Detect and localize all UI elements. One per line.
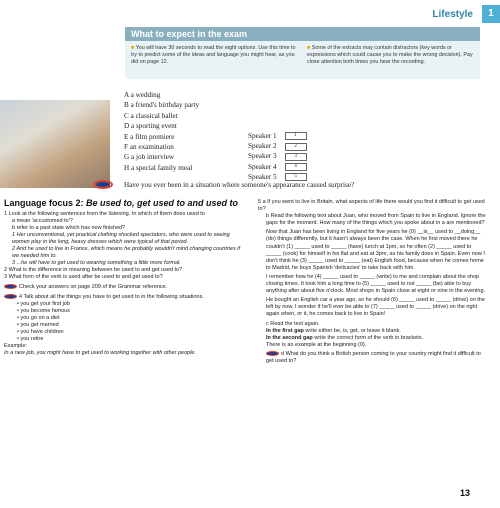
text-paragraph-2: I remember how he (4) _____ used to _____ (write) to me and complain about the shop closing times. It took him a long time to (5) _____ used to not _____ (be) able to buy anything after about five o'clock. Most shops in Spain close at eight or nine in the evening. — [266, 273, 486, 295]
page-number: 13 — [459, 488, 470, 498]
speaking-icon-core — [96, 182, 110, 187]
option-item: B a friend's birthday party — [124, 101, 200, 110]
unit-tab: 1 — [482, 5, 500, 23]
option-item: E a film premiere — [124, 132, 175, 141]
bullet-item: • you retire — [17, 336, 44, 343]
question-5b: b Read the following text about Juan, who moved from Spain to live in England. Ignore the gaps for the moment. How many of the things which you spoke about in a are mentioned? — [266, 213, 486, 227]
speaker-row: Speaker 2 2 — [248, 141, 307, 151]
option-item: H a special family meal — [124, 163, 193, 172]
speakers-list — [248, 131, 307, 182]
text-paragraph-3: He bought an English car a year ago, so he should (6) _____ used to _____ (drive) on the left by now. I wonder if he'll ever be able to (7) _____ used to _____ (drive) on the right again when, or it, he comes back to live in Spain! — [266, 297, 485, 318]
bullet-item: • you get married — [17, 321, 59, 328]
section-heading: Language focus 2: Be used to, get used to and used to — [4, 198, 239, 208]
bullet-icon: ■ — [307, 45, 312, 51]
answer-box[interactable]: 2 — [285, 143, 307, 151]
option-item: F an examination — [124, 143, 174, 152]
speaker-row: Speaker 5 5 — [248, 172, 307, 182]
bullet-item: • you get your first job — [17, 300, 70, 307]
speaking-icon — [266, 351, 279, 356]
question-1a: a mean 'accustomed to'? — [12, 217, 73, 224]
photo-image — [0, 100, 110, 188]
question-4: 4 Talk about all the things you have to get used to in the following situations. — [4, 294, 242, 301]
question-3: 3 What form of the verb is used after be used to and get used to? — [4, 274, 163, 281]
discussion-question: Have you ever been in a situation where someone's appearance caused surprise? — [124, 181, 355, 189]
question-1: 1 Look at the following sentences from the listening. In which of them does used to — [4, 210, 205, 217]
option-item: A a wedding — [124, 91, 161, 99]
options-list — [124, 90, 199, 173]
bullet-icon: • — [17, 329, 21, 335]
exercise-5-column — [258, 199, 486, 365]
instruction-first-gap: In the first gap write either be, is, get, or leave it blank. — [266, 327, 401, 334]
example-label: Example: — [4, 343, 27, 350]
exam-box-left: ■ You will have 30 seconds to read the eight options. Use this time to try to predict some of the ideas and language you might hear, as you did on page 12. — [131, 45, 296, 65]
answer-box[interactable]: 3 — [285, 153, 307, 161]
speaker-row: Speaker 3 3 — [248, 151, 307, 161]
question-5d: d What do you think a British person coming to your country might find it difficult to get used to? — [266, 350, 481, 364]
bullet-icon: ■ — [131, 45, 136, 51]
example-text: In a new job, you might have to get used to working together with other people. — [4, 350, 197, 357]
exam-box-title: What to expect in the exam — [125, 27, 480, 41]
bullet-icon: • — [17, 336, 21, 343]
answer-box[interactable]: 4 — [285, 163, 307, 171]
section-title: Lifestyle — [432, 9, 473, 20]
bullet-icon: • — [17, 314, 21, 321]
question-5c: c Read the text again. — [266, 320, 320, 327]
sentence-3: 3 ...he will have to get used to wearing something a little more formal. — [12, 260, 181, 267]
speaker-row: Speaker 1 1 — [248, 131, 307, 141]
bullet-icon: • — [17, 307, 21, 314]
answer-box[interactable]: 1 — [285, 132, 307, 140]
sentence-2: 2 And he used to live in France, which means he probably wouldn't mind changing countries if we needed him to. — [12, 245, 241, 260]
question-1b: b refer to a past state which has now finished? — [12, 224, 126, 231]
option-item: D a sporting event — [124, 122, 177, 131]
exam-box-right: ■ Some of the extracts may contain distractors (key words or expressions which could cause you to make the wrong decision). Pay close attention both times you hear the recording. — [307, 45, 473, 65]
option-item: G a job interview — [124, 153, 175, 162]
answer-box[interactable]: 5 — [285, 173, 307, 181]
speaking-icon — [4, 284, 17, 289]
bullet-item: • you go on a diet — [17, 314, 60, 321]
speaker-row: Speaker 4 4 — [248, 162, 307, 172]
sentence-1: 1 Her unconventional, yet practical clothing shocked spectators, who were used to seeing women play in the long, heavy dresses which were typical of that period. — [12, 231, 230, 245]
instruction-second-gap: In the second gap write the correct form of the verb in brackets. — [266, 334, 424, 341]
option-item: C a classical ballet — [124, 111, 178, 120]
bullet-item: • you have children — [17, 329, 64, 335]
speaking-icon — [4, 294, 17, 299]
bullet-item: • you become famous — [17, 307, 70, 314]
question-2: 2 What is the difference in meaning between be used to and get used to? — [4, 267, 183, 274]
grammar-reference-note: Check your answers on page 209 of the Grammar reference. — [4, 284, 242, 291]
text-paragraph-1: Now that Juan has been living in England for five years he (0) __is__ used to __doing__ (do) things differently, but it hasn't always been the case. When he first moved there he couldn't (1) _____ used to _____ (have) lunch at 1pm, so he often (2) _____ used to _____ (cook) for himself in his flat and eat at 3pm, as his family does in Spain. Even now I don't think he (3) _____ used to _____ (eat) English food, because when he comes home to Madrid, he buys Spanish 'delicacies' to take back with him. — [266, 229, 485, 271]
question-5a: 5 a If you went to live in Britain, what aspects of life there would you find it difficult to get used to? — [258, 199, 485, 213]
bullet-icon: • — [17, 321, 21, 328]
language-focus-column — [4, 199, 242, 357]
instruction-example: There is an example at the beginning (0). — [266, 341, 367, 348]
bullet-icon: • — [17, 300, 21, 307]
